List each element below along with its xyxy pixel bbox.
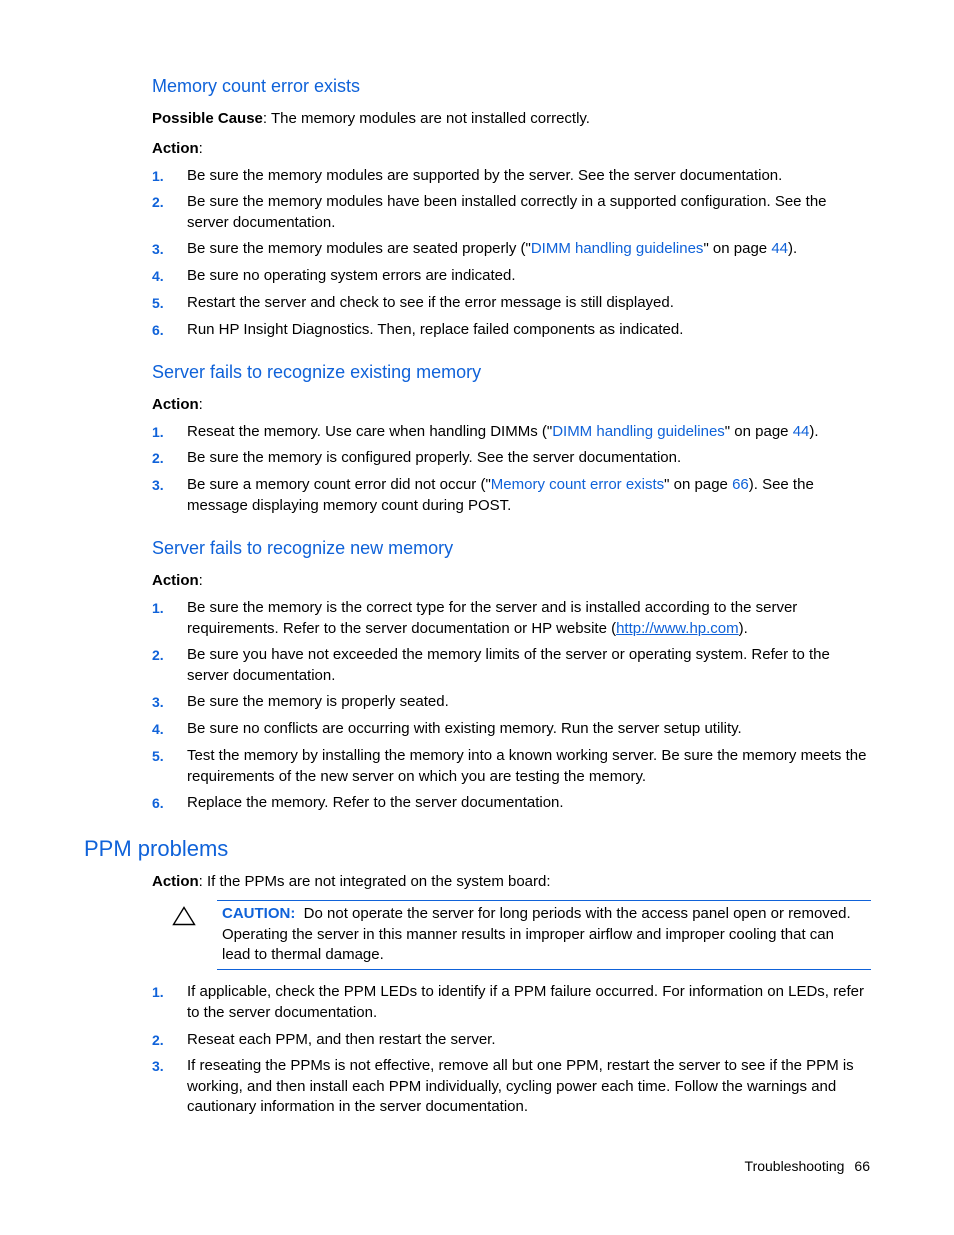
list-text: Be sure the memory modules are supported by the server. See the server documentation. (187, 167, 783, 184)
list-text: Test the memory by installing the memory into a known working server. Be sure the memory meets the requirements of the new server on which you are testing the memory. (187, 747, 867, 785)
action-line: Action: (152, 572, 203, 589)
list-text: Be sure the memory modules have been installed correctly in a supported configuration. See the server documentation. (187, 193, 827, 231)
list-number: 3. (152, 241, 164, 257)
list-text: Replace the memory. Refer to the server documentation. (187, 794, 564, 811)
page-link[interactable]: 66 (732, 476, 749, 493)
dimm-handling-link[interactable]: DIMM handling guidelines (552, 423, 725, 440)
page-number: 66 (854, 1158, 870, 1174)
list-text: Be sure the memory is configured properly. See the server documentation. (187, 449, 682, 466)
heading-existing-memory: Server fails to recognize existing memory (152, 362, 482, 382)
action-line (152, 872, 551, 892)
list-text: Restart the server and check to see if the error message is still displayed. (187, 294, 674, 311)
list-number: 3. (152, 694, 164, 710)
possible-cause-line (152, 109, 590, 129)
heading-new-memory: Server fails to recognize new memory (152, 538, 454, 558)
list-text: Be sure no operating system errors are indicated. (187, 267, 516, 284)
caution-text: Do not operate the server for long periods with the access panel open or removed. Operating the server in this manner results in improper airflow and improper cooling that can lead to thermal damage. (222, 905, 851, 963)
list-text: If applicable, check the PPM LEDs to identify if a PPM failure occurred. For information on LEDs, refer to the server documentation. (187, 983, 864, 1021)
list-text: Be sure a memory count error did not occur ("Memory count error exists" on page 66). See the message displaying memory count during POST. (187, 476, 814, 514)
list-number: 3. (152, 1058, 164, 1074)
list-text: Be sure you have not exceeded the memory limits of the server or operating system. Refer to the server documentation. (187, 646, 830, 684)
list-number: 6. (152, 795, 164, 811)
list-number: 1. (152, 168, 164, 184)
list-number: 2. (152, 194, 164, 210)
possible-cause-label: Possible Cause (152, 110, 263, 127)
list-number: 1. (152, 424, 164, 440)
page-link[interactable]: 44 (771, 240, 789, 257)
memory-count-error-link[interactable]: Memory count error exists (490, 476, 665, 493)
list-number: 4. (152, 268, 164, 284)
page-footer (735, 1158, 870, 1174)
action-label: Action (152, 572, 199, 589)
possible-cause-text: : The memory modules are not installed correctly. (262, 110, 590, 127)
list-text: Run HP Insight Diagnostics. Then, replace failed components as indicated. (187, 321, 684, 338)
list-number: 6. (152, 322, 164, 338)
heading-memory-count-error: Memory count error exists (152, 76, 361, 96)
action-label: Action (152, 140, 199, 157)
list-number: 1. (152, 600, 164, 616)
footer-section-title: Troubleshooting (744, 1158, 845, 1174)
action-label: Action (152, 396, 199, 413)
list-number: 2. (152, 647, 164, 663)
list-number: 2. (152, 450, 164, 466)
caution-label: CAUTION: (222, 905, 296, 922)
action-text: : If the PPMs are not integrated on the system board: (198, 873, 551, 890)
list-text: Be sure no conflicts are occurring with existing memory. Run the server setup utility. (187, 720, 742, 737)
page-link[interactable]: 44 (792, 423, 810, 440)
list-text: Reseat the memory. Use care when handling DIMMs ("DIMM handling guidelines" on page 44). (187, 423, 819, 440)
list-number: 2. (152, 1032, 164, 1048)
caution-message (222, 904, 866, 966)
hp-website-link[interactable]: http://www.hp.com (616, 619, 739, 637)
action-line: Action: (152, 140, 203, 157)
list-number: 3. (152, 477, 164, 493)
action-line: Action: (152, 396, 203, 413)
list-text: Be sure the memory modules are seated properly ("DIMM handling guidelines" on page 44). (187, 240, 798, 257)
list-text: Be sure the memory is the correct type for the server and is installed according to the server requirements. Refer to the server documentation or HP website (http://www.hp.com). (187, 599, 798, 637)
list-text: If reseating the PPMs is not effective, remove all but one PPM, restart the server to see if the PPM is working, and then install each PPM individually, cycling power each time. Follow the warnings and cautionary information in the server documentation. (187, 1057, 854, 1115)
list-number: 5. (152, 748, 164, 764)
list-text: Be sure the memory is properly seated. (187, 693, 449, 710)
warning-triangle-icon (172, 906, 196, 926)
action-label: Action (152, 873, 199, 890)
list-number: 4. (152, 721, 164, 737)
heading-ppm-problems: PPM problems (84, 836, 229, 861)
dimm-handling-link[interactable]: DIMM handling guidelines (530, 240, 704, 257)
list-number: 1. (152, 984, 164, 1000)
list-text: Reseat each PPM, and then restart the server. (187, 1031, 496, 1048)
list-number: 5. (152, 295, 164, 311)
